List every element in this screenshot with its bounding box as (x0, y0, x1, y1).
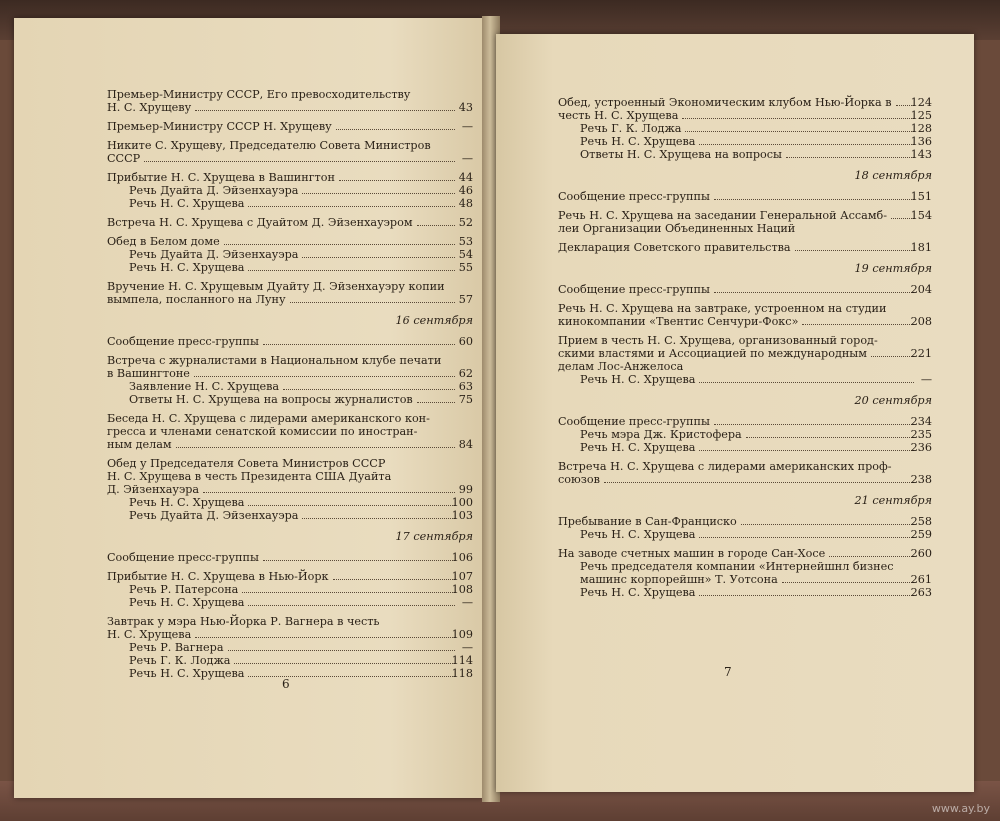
dot-leader (786, 156, 914, 158)
dot-leader (714, 423, 914, 425)
dot-leader (195, 636, 455, 638)
toc-entry-title: Речь Н. С. Хрущева (580, 441, 696, 454)
toc-entry-title: Речь Г. К. Лоджа (580, 122, 682, 135)
dot-leader (685, 130, 914, 132)
dot-leader (194, 375, 455, 377)
toc-page-number: — (461, 641, 473, 654)
toc-subentry-line (107, 583, 473, 596)
toc-page-number: 57 (458, 293, 473, 306)
toc-page-number: 259 (910, 528, 932, 541)
toc-entry-title: Декларация Советского правительства (558, 241, 791, 254)
toc-entry-line (107, 628, 473, 641)
dot-leader (782, 581, 914, 583)
dot-leader (682, 117, 914, 119)
toc-page-number: 106 (451, 551, 473, 564)
toc-entry-line (107, 101, 473, 114)
toc-entry-title: Пребывание в Сан-Франциско (558, 515, 737, 528)
table-of-contents-left (107, 88, 473, 686)
toc-page-number: — (461, 152, 473, 165)
toc-entry-title: Никите С. Хрущеву, Председателю Совета Министров (107, 139, 431, 152)
dot-leader (699, 594, 914, 596)
dot-leader (290, 301, 455, 303)
dot-leader (228, 649, 456, 651)
toc-subentry-line (558, 586, 932, 599)
toc-entry-title: Речь Н. С. Хрущева (129, 667, 245, 680)
toc-entry-title: Речь Н. С. Хрущева на завтраке, устроенном на студии (558, 302, 887, 315)
toc-entry-line (107, 457, 459, 470)
toc-entry-title: Сообщение пресс-группы (558, 415, 710, 428)
toc-entry-title: Обед в Белом доме (107, 235, 220, 248)
dot-leader (263, 343, 455, 345)
toc-page-number: 118 (451, 667, 473, 680)
dot-leader (234, 662, 455, 664)
toc-entry (107, 235, 473, 274)
dot-leader (829, 555, 914, 557)
toc-page-number: — (461, 120, 473, 133)
right-page (496, 34, 974, 792)
toc-entry (107, 88, 473, 114)
toc-entry-line (107, 235, 473, 248)
toc-entry-title: Премьер-Министру СССР Н. Хрущеву (107, 120, 332, 133)
toc-page-number: 204 (910, 283, 932, 296)
toc-entry-title: делам Лос-Анжелоса (558, 360, 684, 373)
toc-entry-line (558, 547, 932, 560)
toc-entry-line (107, 280, 459, 293)
toc-entry (107, 570, 473, 609)
toc-subentry-line (558, 148, 932, 161)
toc-page-number: 221 (910, 347, 932, 360)
toc-entry-title: гресса и членами сенатской комиссии по иностран- (107, 425, 418, 438)
toc-entry-title: Ответы Н. С. Хрущева на вопросы (580, 148, 782, 161)
toc-entry (107, 280, 473, 306)
toc-page-number: 48 (458, 197, 473, 210)
section-date-heading: 20 сентября (854, 394, 932, 407)
dot-leader (263, 559, 455, 561)
dot-leader (248, 604, 455, 606)
toc-entry-line (558, 302, 918, 315)
toc-page-number: 63 (458, 380, 473, 393)
toc-entry-title: Вручение Н. С. Хрущевым Дуайту Д. Эйзенхауэру копии (107, 280, 445, 293)
toc-entry-title: Встреча Н. С. Хрущева с Дуайтом Д. Эйзенхауэром (107, 216, 413, 229)
toc-page-number: 107 (451, 570, 473, 583)
section-date-heading: 21 сентября (854, 494, 932, 507)
dot-leader (339, 179, 455, 181)
section-date-heading: 16 сентября (395, 314, 473, 327)
toc-entry-title: Беседа Н. С. Хрущева с лидерами американского кон- (107, 412, 430, 425)
toc-entry-title: Сообщение пресс-группы (558, 190, 710, 203)
toc-entry-line (558, 415, 932, 428)
toc-entry-title: Речь Дуайта Д. Эйзенхауэра (129, 509, 299, 522)
toc-page-number: 46 (458, 184, 473, 197)
toc-page-number: 54 (458, 248, 473, 261)
toc-entry-line (107, 483, 473, 496)
section-date-heading: 19 сентября (854, 262, 932, 275)
toc-entry-title: Речь Н. С. Хрущева (129, 261, 245, 274)
toc-entry-line (558, 334, 918, 347)
toc-page-number: 258 (910, 515, 932, 528)
toc-subentry-line (558, 428, 932, 441)
toc-entry-title: Обед, устроенный Экономическим клубом Нью-Йорка в (558, 96, 892, 109)
toc-entry-title: леи Организации Объединенных Наций (558, 222, 796, 235)
toc-entry-line (107, 88, 459, 101)
toc-entry-title: Речь мэра Дж. Кристофера (580, 428, 742, 441)
section-date-heading: 18 сентября (854, 169, 932, 182)
toc-entry-title: машинс корпорейшн» Т. Уотсона (580, 573, 778, 586)
watermark: www.ay.by (931, 802, 990, 815)
toc-entry-title: Прибытие Н. С. Хрущева в Нью-Йорк (107, 570, 329, 583)
toc-subentry-line (558, 528, 932, 541)
toc-entry (558, 302, 932, 328)
toc-page-number: 99 (458, 483, 473, 496)
toc-entry (107, 216, 473, 229)
toc-entry (107, 457, 473, 522)
toc-entry-title: Д. Эйзенхауэра (107, 483, 200, 496)
toc-page-number: 52 (458, 216, 473, 229)
toc-entry-line (107, 470, 459, 483)
toc-page-number: 235 (910, 428, 932, 441)
toc-page-number: 238 (910, 473, 932, 486)
toc-page-number: 143 (910, 148, 932, 161)
toc-subentry-line (107, 197, 473, 210)
toc-entry (107, 551, 473, 564)
toc-page-number: 100 (451, 496, 473, 509)
toc-entry-title: Встреча Н. С. Хрущева с лидерами американских проф- (558, 460, 892, 473)
toc-entry-title: Заявление Н. С. Хрущева (129, 380, 280, 393)
toc-entry-title: Речь Н. С. Хрущева на заседании Генеральной Ассамб- (558, 209, 888, 222)
dot-leader (699, 381, 914, 383)
dot-leader (248, 269, 455, 271)
toc-entry (107, 171, 473, 210)
toc-subentry-line (558, 122, 932, 135)
toc-entry-line (107, 152, 473, 165)
toc-entry-title: Речь Н. С. Хрущева (129, 596, 245, 609)
dot-leader (302, 192, 455, 194)
toc-page-number: 154 (910, 209, 932, 222)
toc-subentry-line (107, 248, 473, 261)
dot-leader (746, 436, 914, 438)
toc-entry (558, 241, 932, 254)
toc-entry-title: Н. С. Хрущева (107, 628, 192, 641)
toc-entry-title: Речь Р. Патерсона (129, 583, 239, 596)
dot-leader (176, 446, 455, 448)
toc-entry-line (107, 335, 473, 348)
toc-subentry-line (558, 373, 932, 386)
toc-entry (558, 415, 932, 454)
toc-entry-line (558, 283, 932, 296)
toc-entry-title: Речь Р. Вагнера (129, 641, 224, 654)
toc-entry-title: Обед у Председателя Совета Министров СССР (107, 457, 386, 470)
toc-page-number: 55 (458, 261, 473, 274)
toc-entry-title: Ответы Н. С. Хрущева на вопросы журналистов (129, 393, 413, 406)
toc-entry-title: Прием в честь Н. С. Хрущева, организованный город- (558, 334, 878, 347)
toc-page-number: 53 (458, 235, 473, 248)
toc-entry (558, 283, 932, 296)
toc-entry-title: Речь Дуайта Д. Эйзенхауэра (129, 248, 299, 261)
toc-entry-line (558, 315, 932, 328)
toc-page-number: 124 (910, 96, 932, 109)
dot-leader (242, 591, 455, 593)
toc-subentry-line (107, 496, 473, 509)
toc-entry-line (558, 241, 932, 254)
toc-entry-title: Речь Н. С. Хрущева (580, 135, 696, 148)
toc-entry-line (107, 615, 459, 628)
toc-subentry-line (107, 380, 473, 393)
toc-entry-title: Сообщение пресс-группы (107, 551, 259, 564)
page-number-left: 6 (282, 677, 290, 691)
toc-entry-title: Речь Н. С. Хрущева (580, 528, 696, 541)
toc-page-number: 75 (458, 393, 473, 406)
toc-entry-title: честь Н. С. Хрущева (558, 109, 679, 122)
toc-entry-title: ным делам (107, 438, 172, 451)
toc-entry-title: союзов (558, 473, 600, 486)
dot-leader (741, 523, 914, 525)
toc-entry (558, 190, 932, 203)
dot-leader (714, 291, 914, 293)
toc-subentry-line (107, 184, 473, 197)
dot-leader (333, 578, 456, 580)
toc-page-number: 208 (910, 315, 932, 328)
toc-entry-line (107, 367, 473, 380)
dot-leader (248, 205, 455, 207)
toc-page-number: 108 (451, 583, 473, 596)
toc-page-number: 84 (458, 438, 473, 451)
toc-entry-line (107, 438, 473, 451)
toc-entry (558, 547, 932, 599)
toc-subentry-line (107, 596, 473, 609)
dot-leader (302, 517, 455, 519)
dot-leader (144, 160, 455, 162)
toc-entry-title: Речь Н. С. Хрущева (580, 373, 696, 386)
toc-subentry-line (107, 393, 473, 406)
toc-entry (558, 209, 932, 235)
toc-entry-line (107, 551, 473, 564)
toc-entry-title: Сообщение пресс-группы (558, 283, 710, 296)
dot-leader (248, 675, 455, 677)
toc-page-number: 44 (458, 171, 473, 184)
toc-entry (107, 335, 473, 348)
toc-entry (558, 96, 932, 161)
toc-entry-title: Речь Г. К. Лоджа (129, 654, 231, 667)
toc-entry-line (558, 209, 932, 222)
toc-entry-title: кинокомпании «Твентис Сенчури-Фокс» (558, 315, 799, 328)
toc-page-number: 260 (910, 547, 932, 560)
dot-leader (699, 143, 914, 145)
toc-subentry-line (107, 654, 473, 667)
section-date-heading: 17 сентября (395, 530, 473, 543)
dot-leader (224, 243, 455, 245)
toc-entry-title: Сообщение пресс-группы (107, 335, 259, 348)
toc-entry-line (558, 347, 932, 360)
toc-page-number: 263 (910, 586, 932, 599)
toc-entry (107, 412, 473, 451)
dot-leader (302, 256, 455, 258)
toc-entry (558, 515, 932, 541)
toc-entry (107, 354, 473, 406)
toc-subentry-line (558, 560, 918, 573)
toc-entry-line (558, 96, 932, 109)
toc-entry (558, 334, 932, 386)
dot-leader (802, 323, 914, 325)
toc-page-number: — (461, 596, 473, 609)
toc-page-number: — (920, 373, 932, 386)
toc-entry-line (558, 515, 932, 528)
toc-entry-line (558, 222, 918, 235)
toc-entry-line (107, 139, 459, 152)
toc-page-number: 181 (910, 241, 932, 254)
dot-leader (283, 388, 455, 390)
toc-entry-title: скими властями и Ассоциацией по международным (558, 347, 867, 360)
toc-entry-title: Прибытие Н. С. Хрущева в Вашингтон (107, 171, 335, 184)
table-of-contents-right (558, 96, 932, 605)
toc-entry-title: Речь Н. С. Хрущева (580, 586, 696, 599)
dot-leader (195, 109, 455, 111)
toc-subentry-line (558, 441, 932, 454)
toc-entry (558, 460, 932, 486)
toc-entry-line (558, 460, 918, 473)
toc-entry (107, 139, 473, 165)
toc-page-number: 136 (910, 135, 932, 148)
toc-page-number: 234 (910, 415, 932, 428)
toc-entry-title: Речь Н. С. Хрущева (129, 197, 245, 210)
toc-entry-title: Завтрак у мэра Нью-Йорка Р. Вагнера в честь (107, 615, 380, 628)
toc-page-number: 62 (458, 367, 473, 380)
toc-subentry-line (107, 641, 473, 654)
toc-page-number: 151 (910, 190, 932, 203)
toc-page-number: 125 (910, 109, 932, 122)
toc-entry-line (558, 109, 932, 122)
toc-entry-line (107, 293, 473, 306)
toc-subentry-line (558, 135, 932, 148)
toc-entry-title: На заводе счетных машин в городе Сан-Хосе (558, 547, 826, 560)
toc-entry-line (107, 412, 459, 425)
dot-leader (699, 449, 914, 451)
toc-entry-line (107, 425, 459, 438)
toc-page-number: 114 (451, 654, 473, 667)
dot-leader (203, 491, 455, 493)
toc-page-number: 128 (910, 122, 932, 135)
toc-entry-title: Речь Н. С. Хрущева (129, 496, 245, 509)
toc-entry-title: Н. С. Хрущева в честь Президента США Дуайта (107, 470, 392, 483)
toc-page-number: 43 (458, 101, 473, 114)
toc-entry (107, 615, 473, 680)
dot-leader (248, 504, 455, 506)
toc-entry-title: СССР (107, 152, 141, 165)
toc-entry-line (107, 570, 473, 583)
dot-leader (336, 128, 455, 130)
toc-subentry-line (107, 509, 473, 522)
toc-entry-line (558, 473, 932, 486)
toc-entry-title: Встреча с журналистами в Национальном клубе печати (107, 354, 442, 367)
toc-entry-title: Н. С. Хрущеву (107, 101, 192, 114)
toc-entry-line (558, 360, 918, 373)
dot-leader (795, 249, 914, 251)
toc-entry-line (107, 354, 459, 367)
toc-entry (107, 120, 473, 133)
toc-entry-line (558, 190, 932, 203)
toc-entry-title: вымпела, посланного на Луну (107, 293, 286, 306)
toc-entry-title: в Вашингтоне (107, 367, 190, 380)
toc-page-number: 261 (910, 573, 932, 586)
toc-entry-title: Премьер-Министру СССР, Его превосходительству (107, 88, 411, 101)
dot-leader (714, 198, 914, 200)
toc-page-number: 103 (451, 509, 473, 522)
toc-entry-line (107, 216, 473, 229)
toc-entry-title: Речь председателя компании «Интернейшнл бизнес (580, 560, 894, 573)
toc-page-number: 60 (458, 335, 473, 348)
page-number-right: 7 (724, 665, 732, 679)
toc-entry-title: Речь Дуайта Д. Эйзенхауэра (129, 184, 299, 197)
dot-leader (604, 481, 914, 483)
dot-leader (699, 536, 914, 538)
toc-entry-line (107, 120, 473, 133)
toc-page-number: 236 (910, 441, 932, 454)
toc-subentry-line (558, 573, 932, 586)
toc-page-number: 109 (451, 628, 473, 641)
left-page (14, 18, 484, 798)
toc-subentry-line (107, 261, 473, 274)
toc-entry-line (107, 171, 473, 184)
